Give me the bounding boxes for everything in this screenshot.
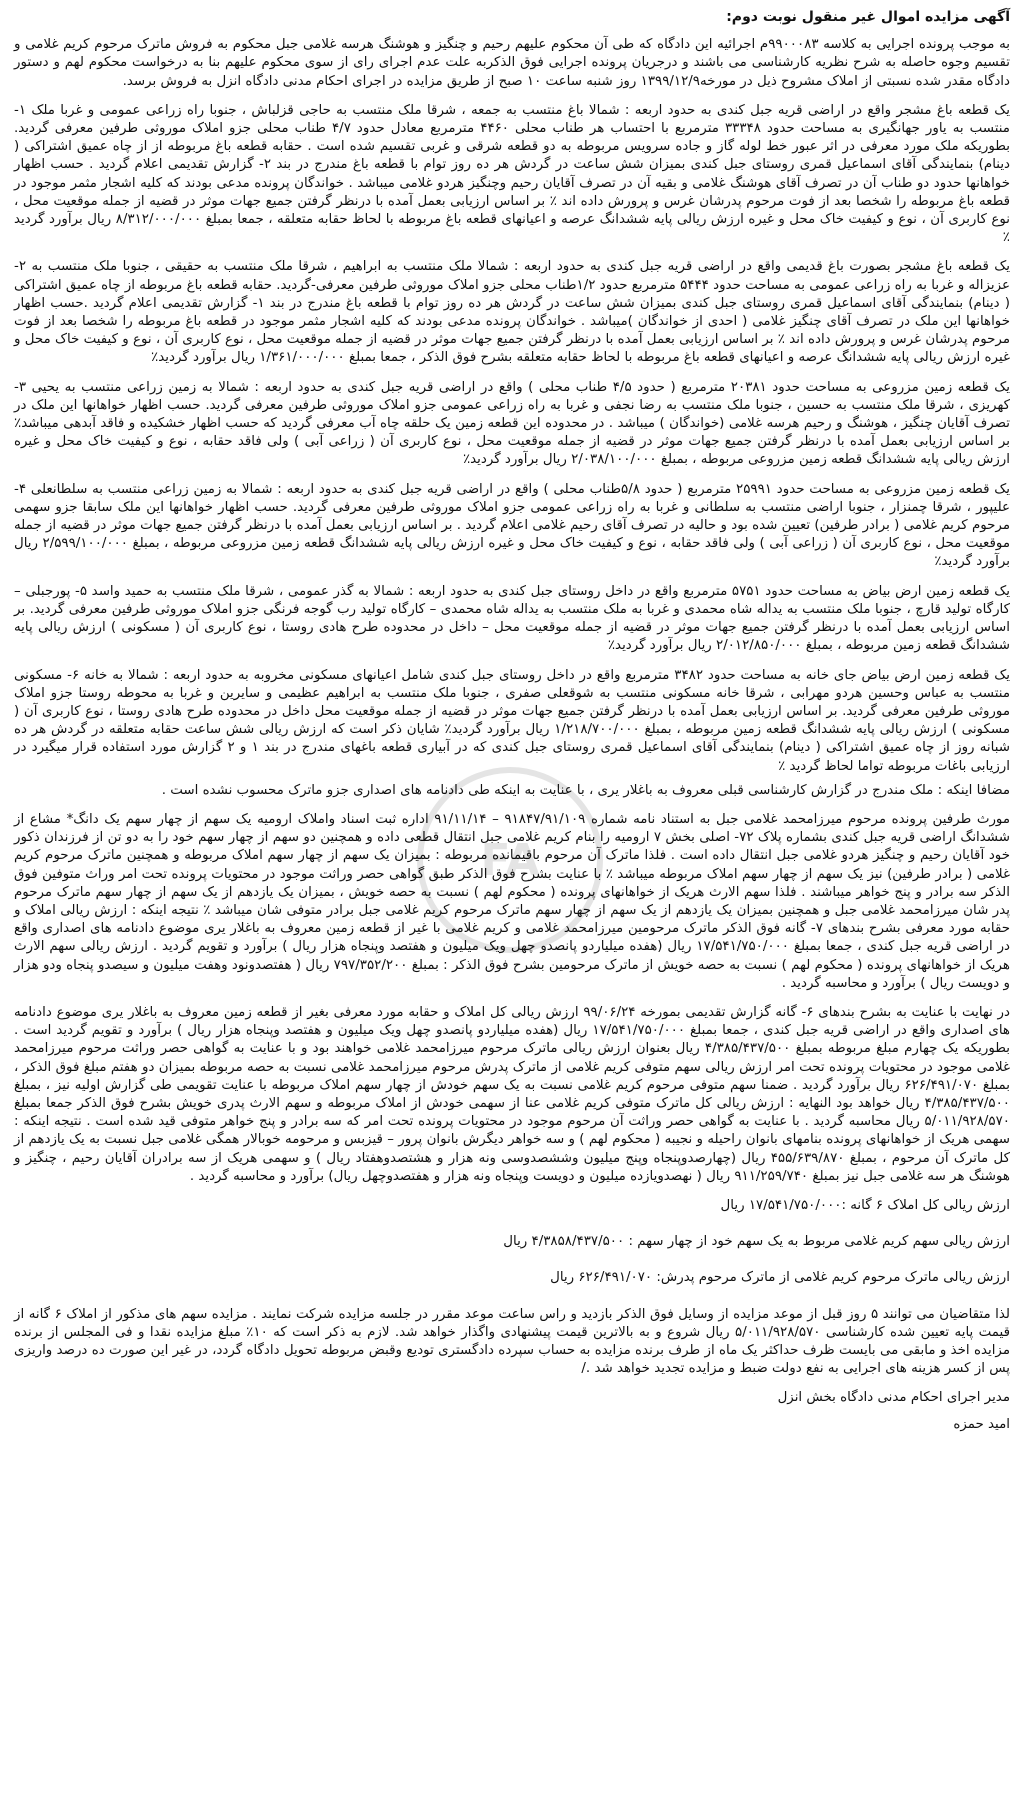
signature-title: مدیر اجرای احکام مدنی دادگاه بخش انزل (777, 1390, 1010, 1406)
item-paragraph: یک قطعه زمین ارض بیاض به مساحت حدود ۵۷۵۱ مترمربع واقع در داخل روستای جبل کندی به حدود اربعه : شمالا به گذر عمومی ، شرقا ملک منتسب به حمید واسد ۵- پورجبلی – کارگاه تولید قارچ ، جنوبا ملک منتسب به یداله شاه محمدی و غربا به ملک منتسب به یداله شاه محمدی – کارگاه تولید رب گوجه فرنگی جزو املاک موروثی طرفین معرفی گردید. بر اساس ارزیابی بعمل آمده با درنظر گرفتن جمیع جهات موثر در قضیه از جمله موقعیت محل – داخل در محدوده طرح هادی روستا ، نوع کاربری آن ( مسکونی ) ارزش ریالی پایه ششدانگ قطعه زمین مربوطه ، بمبلغ ۲/۰۱۲/۸۵۰/۰۰۰ ریال برآورد گردید٪ (14, 583, 1010, 654)
notice-title: آگهی مزایده اموال غیر منقول نوبت دوم: (726, 9, 1010, 25)
signature-name: امید حمزه (953, 1416, 1010, 1432)
conclusion-paragraph: در نهایت با عنایت به بشرح بندهای ۶- گانه گزارش تقدیمی بمورخه ۹۹/۰۶/۲۴ ارزش ریالی کل املاک و حقابه مورد معرفی بغیر از قطعه زمین معروف به باغلار یری موضوع دادنامه های اصداری واقع در اراضی قریه جبل کندی ، جمعا بمبلغ ۱۷/۵۴۱/۷۵۰/۰۰۰ ریال (هفده میلیاردو پانصدو چهل ویک میلیون و هفتصد وپنجاه هزار ریال ) برآورد و تقویم گردید است . بطوریکه یک چهارم مبلغ مربوطه بمبلغ ۴/۳۸۵/۴۳۷/۵۰۰ ریال بعنوان ارزش ریالی ماترک مرحوم میرزامحمد غلامی خواهند بود و با عنایت به گواهی حصر وراثت مرحوم میرزامحمد غلامی موجود در محتویات پرونده تحت امر ارزش ریالی سهم متوفی کریم غلامی از ماترک پدرش مرحوم میرزامحمد غلامی نسبت به حصه مربوطه بمیزان دو هفتم مبلغ فوق الذکر ، بمبلغ ۶۲۶/۴۹۱/۰۷۰ ریال برآورد گردید . ضمنا سهم متوفی مرحوم کریم غلامی نسبت به یک سهم خودش از چهار سهم املاک مربوطه با عنایت تقویمی طی گزارش اولیه نیز ، بمبلغ ۴/۳۸۵/۴۳۷/۵۰۰ ریال خواهد بود النهایه : ارزش ریالی کل ماترک متوفی کریم غلامی عنا از سهمی خودش از املاک مربوطه و سهم الارث پدری خویش بشرح فوق الذکر جمعا بمبلغ ۵/۰۱۱/۹۲۸/۵۷۰ ریال محاسبه گردید . با عنایت به گواهی حصر وراثت آن مرحوم موجود در محتویات پرونده تحت امر که سه برادر و پنج خواهر متوفی قید شده است . نتیجه اینکه : سهمی هریک از خواهانهای پرونده بنامهای بانوان راحیله و نجیبه ( محکوم لهم ) و سه خواهر دیگرش بانوان پرور – قیزبس و مرحومه خوبالار همگی غلامی جبل نسبت به یک یازدهم از کل ماترک آن مرحوم ، بمبلغ ۴۵۵/۶۳۹/۸۷۰ ریال (چهارصدوپنجاه وپنج میلیون وششصدوسی ونه هزار و هشتصدوهفتاد ریال ) و سهمی هریک از سه برادران آقایان رحیم ، چنگیز و هوشنگ هر سه غلامی جبل نیز بمبلغ ۹۱۱/۲۵۹/۷۴۰ ریال ( نهصدویازده میلیون و دویست وپنجاه ونه هزار و هفتصدوچهل ریال) برآورد و محاسبه گردید . (14, 1004, 1011, 1184)
item-paragraph: یک قطعه زمین ارض بیاض جای خانه به مساحت حدود ۳۴۸۲ مترمربع واقع در داخل روستای جبل کندی شامل اعیانهای مسکونی مخروبه به حدود اربعه : شمالا به خانه ۶- مسکونی منتسب به عباس وحسین هردو مهرابی ، شرقا خانه مسکونی منتسب به شوقعلی صفری ، جنوبا ملک منتسب به ابراهیم عظیمی و سایرین و غربا به محوطه روستا جزو املاک موروثی طرفین معرفی گردید. بر اساس ارزیابی بعمل آمده با درنظر گرفتن جمیع جهات موثر در قضیه از جمله موقعیت محل داخل در محدوده طرح هادی روستا ، نوع کاربری آن ( مسکونی ) ارزش ریالی پایه ششدانگ قطعه زمین مربوطه ، بمبلغ ۱/۲۱۸/۷۰۰/۰۰۰ ریال برآورد گردید٪ شایان ذکر است که ارزش ریالی شش ساعت حقابه متعلقه در گردش هر ده شبانه روز از چاه عمیق اشتراکی ( دینام) بنمایندگی آقای اسماعیل قمری روستای جبل کندی که در آبیاری قطعه باغهای مندرج در بند ۱ و ۲ گزارش مورد استفاده قرار میگیرد در ارزیابی باغات مربوطه تواما لحاظ گردید ٪ (14, 667, 1011, 774)
item-paragraph: یک قطعه زمین مزروعی به مساحت حدود ۲۵۹۹۱ مترمربع ( حدود ۵/۸طناب محلی ) واقع در اراضی قریه جبل کندی به حدود اربعه : شمالا به زمین زراعی منتسب به سلطانعلی ۴- علیپور ، شرقا چمنزار ، جنوبا اراضی منتسب به سلطانی و غربا به راه زراعی عمومی جزو املاک موروثی طرفین معرفی گردید. حسب اظهار خواهانها این ملک سابقا جزو سهمی مرحوم کریم غلامی ( برادر طرفین) تعیین شده بود و حالیه در تصرف آقای رحیم غلامی اعلام گردید . بر اساس ارزیابی بعمل آمده با درنظر گرفتن جمیع جهات موثر در قضیه از جمله موقعیت محل ، نوع کاربری آن ( زراعی آبی ) ولی فاقد حقابه ، نوع و کیفیت خاک محل و غیره ارزش ریالی پایه ششدانگ قطعه زمین مزروعی مربوطه ، بمبلغ ۲/۵۹۹/۱۰۰/۰۰۰ ریال برآورد گردید٪ (14, 481, 1010, 570)
inheritance-paragraph: مورث طرفین پرونده مرحوم میرزامحمد غلامی جبل به استناد نامه شماره ۹۱۸۴۷/۹۱/۱۰۹ – ۹۱/۱۱/۱۴ اداره ثبت اسناد واملاک ارومیه یک سهم از چهار سهم یک دانگ* مشاع از ششدانگ اراضی قریه جبل کندی بشماره پلاک ۷۲- اصلی بخش ۷ ارومیه را بنام کریم غلامی جبل انتقال قطعی داده و همچنین دو سهم از چهار سهم خود را به دو تن از فرزندان ذکور خود آقایان رحیم و چنگیز هردو غلامی جبل انتقال داده است . فلذا ماترک آن مرحوم باقیمانده مربوطه : بمیزان یک سهم از چهار سهم املاک مربوطه و همچنین ماترک مرحوم کریم غلامی ( برادر طرفین) نیز یک سهم از چهار سهم املاک مربوطه میباشد ٪ با عنایت بشرح فوق الذکر طبق گواهی حصر وراثت موجود در محتویات پرونده تحت امر وراث متوفین فوق الذکر سه برادر و پنج خواهر میباشند . فلذا سهم الارث هریک از خواهانهای پرونده ( محکوم لهم ) نسبت به حصه خویش ، بمیزان یک یازدهم از یک سهم از چهار سهم ماترک مرحوم پدر شان میرزامحمد غلامی جبل و همچنین بمیزان یک یازدهم از یک سهم از چهار سهم ماترک مرحوم کریم غلامی جبل برادر متوفی شان میباشد ٪ نتیجه اینکه : ارزش ریالی املاک و حقابه مورد معرفی بشرح بندهای ۷- گانه فوق الذکر ماترک مرحومین میرزامحمد غلامی و کریم غلامی با غیر از قطعه زمین معروف به باغلار یری موضوع دادنامه های اصداری واقع در اراضی قریه جبل کندی ، جمعا بمبلغ ۱۷/۵۴۱/۷۵۰/۰۰۰ ریال (هفده میلیاردو پانصدو چهل ویک میلیون و هفتصد وپنجاه هزار ریال ) برآورد و تقویم گردید . ارزش ریالی سهم الارث هریک از خواهانهای پرونده ( محکوم لهم ) نسبت به حصه خویش از ماترک مرحومین بشرح فوق الذکر : بمبلغ ۷۹۷/۳۵۲/۲۰۰ ریال ( هفتصدونود وهفت میلیون و سیصدو پنجاه ودو هزار و دویست ریال ) برآورد و محاسبه گردید . (14, 811, 1011, 991)
note-paragraph: مضافا اینکه : ملک مندرج در گزارش کارشناسی قبلی معروف به باغلار یری ، با عنایت به اینکه طی دادنامه های اصداری جزو ماترک محسوب نشده است . (161, 782, 1010, 798)
valuation-line: ارزش ریالی کل املاک ۶ گانه :۱۷/۵۴۱/۷۵۰/۰۰۰ ریال (720, 1197, 1010, 1213)
svg-text:FA: FA (480, 835, 540, 886)
item-paragraph: یک قطعه زمین مزروعی به مساحت حدود ۲۰۳۸۱ مترمربع ( حدود ۴/۵ طناب محلی ) واقع در اراضی قریه جبل کندی به حدود اربعه : شمالا به زمین زراعی منتسب به یحیی ۳- کهریزی ، شرقا ملک منتسب به حسین ، جنوبا ملک منتسب به رضا نجفی و غربا به راه زراعی عمومی جزو املاک موروثی طرفین معرفی گردید. حسب اظهار خواهانها این ملک در تصرف آقایان چنگیز ، هوشنگ و رحیم هرسه غلامی (خواندگان ) میباشد . در محدوده این قطعه زمین یک حلقه چاه آب معرفی گردید که حسب اظهار خشکیده و فاقد آبدهی میباشد٪ بر اساس ارزیابی بعمل آمده با درنظر گرفتن جمیع جهات موثر در قضیه از جمله موقعیت محل ، نوع کاربری آن ( زراعی آبی ) ولی فاقد حقابه ، نوع و کیفیت خاک محل و غیره ارزش ریالی پایه ششدانگ قطعه زمین مزروعی مربوطه ، بمبلغ ۲/۰۳۸/۱۰۰/۰۰۰ ریال برآورد گردید٪ (14, 379, 1010, 468)
intro-paragraph: به موجب پرونده اجرایی به کلاسه ۹۹۰۰۰۸۳م اجرائیه این دادگاه که طی آن محکوم علیهم رحیم و چنگیز و هوشنگ هرسه غلامی جبل محکوم به فروش ماترک مرحوم کریم غلامی و تقسیم وجوه حاصله به شرح نظریه کارشناسی می باشند و درجریان پرونده اجرایی فوق الذکربه علت عدم اجرای رای از سوی محکوم علیهم بنا به درخواست محکوم لهم و دستور دادگاه مقدر شده نسبتی از املاک مشروح ذیل در مورخه۱۳۹۹/۱۲/۹ روز شنبه ساعت ۱۰ صبح از طریق مزایده در اجرای احکام مدنی دادگاه انزل به فروش برسد. (14, 37, 1010, 89)
closing-paragraph: لذا متقاضیان می توانند ۵ روز قبل از موعد مزایده از وسایل فوق الذکر بازدید و راس ساعت موعد مقرر در جلسه مزایده شرکت نمایند . مزایده سهم های مذکور از املاک ۶ گانه از قیمت پایه تعیین شده کارشناسی ۵/۰۱۱/۹۲۸/۵۷۰ ریال شروع و به بالاترین قیمت پیشنهادی واگذار خواهد شد. لازم به ذکر است که ۱۰٪ مبلغ مزایده نقدا و فی المجلس از برنده مزایده اخذ و مابقی می بایست ظرف حداکثر یک ماه از طرف برنده مزایده به حساب سپرده دادگستری تودیع وقبض مربوطه تحویل دادگاه گردد، در غیر این صورت ده درصد واریزی پس از کسر هزینه های اجرایی به نفع دولت ضبط و مزایده تجدید خواهد شد ./ (14, 1306, 1010, 1377)
item-paragraph: یک قطعه باغ مشجر واقع در اراضی قریه جبل کندی به حدود اربعه : شمالا باغ منتسب به جمعه ، شرقا ملک منتسب به حاجی قزلباش ، جنوبا راه زراعی عمومی و غربا ملک ۱- منتسب به یاور جهانگیری به مساحت حدود ۳۳۳۴۸ مترمربع با احتساب هر طناب محلی ۴۴۶۰ مترمربع معادل حدود ۴/۷ طناب محلی جزو املاک موروثی طرفین معرفی گردید. بطوریکه ملک مورد معرفی در اثر عبور خط لوله گاز و جاده سرویس مربوطه به دو قطعه شرقی و غربی تقسیم شده است . حقابه قطعه باغ مربوطه از از چاه عمیق اشتراکی ( دینام) بنمایندگی آقای اسماعیل قمری روستای جبل کندی بمیزان شش ساعت در گردش هر ده روز توام با قطعه باغ مندرج در بند ۲- گزارش تقدیمی اعلام گردید . حسب اظهار خواهانها حدود دو طناب آن در تصرف آقای هوشنگ غلامی و بقیه آن در تصرف آقایان رحیم وچنگیز هردو غلامی میباشد . خواندگان پرونده مدعی بودند که کلیه اشجار مثمر موجود در قطعه باغ مربوطه را شخصا بعد از فوت مرحوم پدرشان غرس و پرورش داده اند ٪ بر اساس ارزیابی بعمل آمده با درنظر گرفتن جمیع جهات موثر در قضیه از جمله موقعیت محل ، نوع کاربری آن ، نوع و کیفیت خاک محل و غیره ارزش ریالی پایه ششدانگ عرصه و اعیانهای قطعه باغ مربوطه با لحاظ حقابه متعلقه ، جمعا بمبلغ ۸/۳۱۲/۰۰۰/۰۰۰ ریال برآورد گردید ٪ (14, 102, 1011, 246)
item-paragraph: یک قطعه باغ مشجر بصورت باغ قدیمی واقع در اراضی قریه جبل کندی به حدود اربعه : شمالا ملک منتسب به ابراهیم ، شرقا ملک منتسب به حقیقی ، جنوبا ملک منتسب به ۲- عزیزاله و غربا به راه زراعی عمومی به مساحت حدود ۵۴۴۴ مترمربع حدود ۱/۲طناب محلی جزو املاک موروثی طرفین معرفی-گردید. حقابه قطعه باغ مربوطه از چاه عمیق اشتراکی ( دینام) بنمایندگی آقای اسماعیل قمری روستای جبل کندی بمیزان شش ساعت در گردش هر ده روز توام با قطعه باغ مندرج در بند ۱- گزارش تقدیمی اعلام گردید .حسب اظهار خواهانها این ملک در تصرف آقای چنگیز غلامی ( احدی از خواندگان )میباشد . خواندگان پرونده مدعی بودند که کلیه اشجار مثمر موجود در قطعه باغ مربوطه را شخصا بعد از فوت مرحوم پدرشان غرس و پرورش داده اند ٪ بر اساس ارزیابی بعمل آمده با درنظر گرفتن جمیع جهات موثر در قضیه از جمله موقعیت محل ، نوع کاربری آن ، نوع و کیفیت خاک محل و غیره ارزش ریالی پایه ششدانگ عرصه و اعیانهای قطعه باغ مربوطه با لحاظ حقابه متعلقه بشرح فوق الذکر ، جمعا بمبلغ ۱/۳۶۱/۰۰۰/۰۰۰ ریال برآورد گردید٪ (14, 259, 1010, 366)
valuation-line: ارزش ریالی ماترک مرحوم کریم غلامی از ماترک مرحوم پدرش: ۶۲۶/۴۹۱/۰۷۰ ریال (550, 1270, 1010, 1286)
valuation-line: ارزش ریالی سهم کریم غلامی مربوط به یک سهم خود از چهار سهم : ۴/۳۸۵۸/۴۳۷/۵۰۰ ریال (503, 1234, 1010, 1250)
